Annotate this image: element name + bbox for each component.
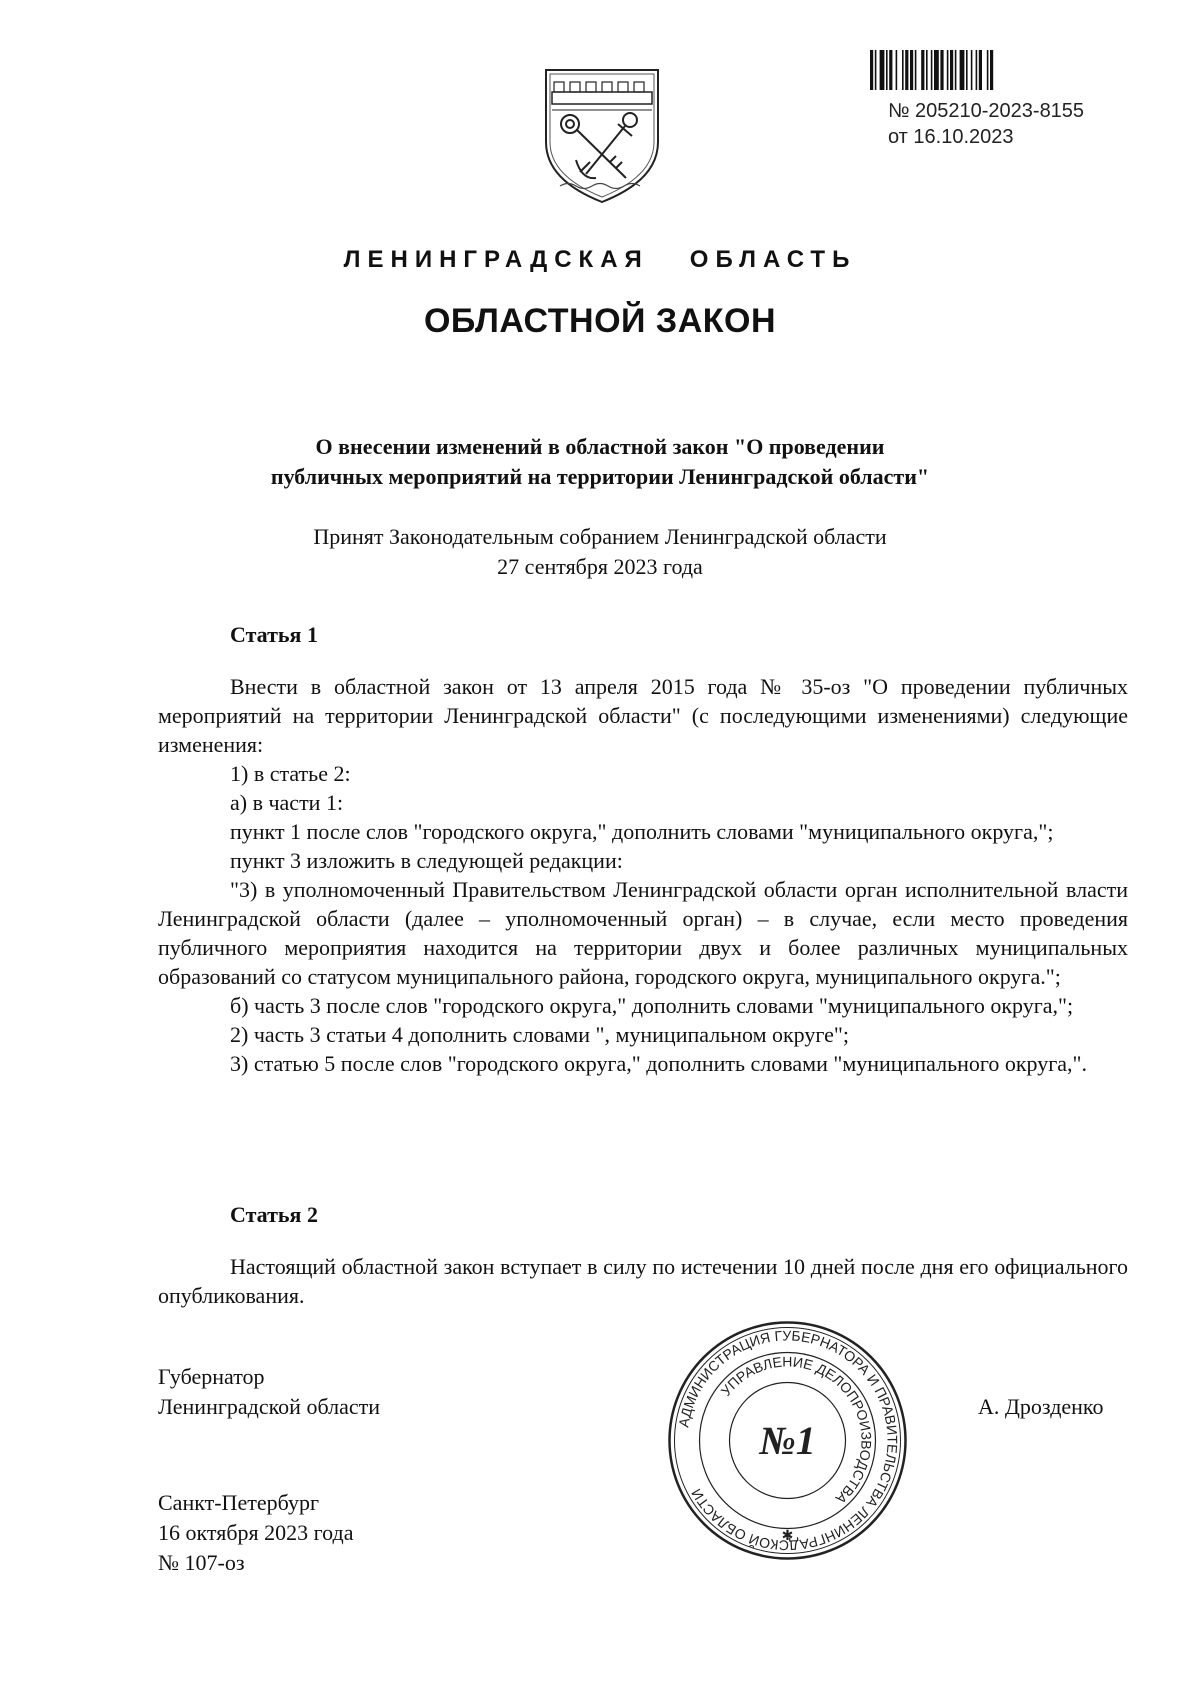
- barcode-bar: [915, 50, 917, 90]
- article-1-paragraph: 1) в статье 2:: [230, 761, 351, 786]
- article-1-paragraph: б) часть 3 после слов "городского округа," дополнить словами "муниципального округа,";: [230, 993, 1074, 1018]
- region-title: ЛЕНИНГРАДСКАЯ ОБЛАСТЬ: [343, 246, 857, 273]
- barcode-bar: [987, 50, 989, 90]
- article-2-paragraph: Настоящий областной закон вступает в силу по истечении 10 дней после дня его официального опубликования.: [158, 1254, 1128, 1308]
- official-stamp: [665, 1318, 910, 1563]
- adoption-note: [140, 522, 1060, 582]
- signatory-name: А. Дрозденко: [978, 1394, 1104, 1419]
- barcode-bar: [971, 50, 973, 90]
- registration-number: № 205210-2023-8155: [888, 100, 1085, 122]
- barcode-bar: [966, 50, 968, 90]
- place-and-date: [158, 1488, 353, 1578]
- barcode-bar: [955, 50, 957, 90]
- article-1-paragraph: пункт 3 изложить в следующей редакции:: [230, 848, 623, 873]
- barcode-bar: [950, 50, 953, 90]
- barcode-bar: [870, 50, 873, 90]
- barcode-bar: [886, 50, 888, 90]
- registration-block: [888, 98, 1084, 150]
- barcode-bar: [902, 50, 904, 90]
- law-subject: [140, 432, 1060, 492]
- barcode-bar: [905, 50, 908, 90]
- article-1-paragraph: пункт 1 после слов "городского округа," дополнить словами "муниципального округа,";: [230, 819, 1054, 844]
- article-1-heading: Статья 1: [230, 622, 318, 647]
- adoption-line: Принят Законодательным собранием Ленинградской области: [313, 524, 887, 549]
- stamp-inner-text: УПРАВЛЕНИЕ ДЕЛОПРОИЗВОДСТВА: [717, 1353, 875, 1508]
- coat-of-arms-emblem: [540, 62, 664, 204]
- law-subject-line: О внесении изменений в областной закон "О проведении: [315, 434, 885, 459]
- barcode-bar: [931, 50, 933, 90]
- adoption-date: 27 сентября 2023 года: [497, 554, 703, 579]
- barcode-bar: [940, 50, 943, 90]
- barcode-bar: [947, 50, 949, 90]
- article-1-paragraph: 2) часть 3 статьи 4 дополнить словами ", муниципальном округе";: [230, 1022, 849, 1047]
- stamp-outer-text: АДМИНИСТРАЦИЯ ГУБЕРНАТОРА И ПРАВИТЕЛЬСТВА ЛЕНИНГРАДСКОЙ ОБЛАСТИ: [675, 1327, 901, 1554]
- article-2-heading: Статья 2: [230, 1202, 318, 1227]
- city: Санкт-Петербург: [158, 1490, 319, 1515]
- barcode-bar: [990, 50, 993, 90]
- barcode-bar: [896, 50, 898, 90]
- barcode-bar: [926, 50, 928, 90]
- barcode-bar: [875, 50, 877, 90]
- barcode-bar: [979, 50, 982, 90]
- stamp-star-icon: ✱: [781, 1529, 794, 1544]
- barcode: [870, 50, 1100, 90]
- article-1-body: [158, 672, 1128, 1078]
- barcode-bar: [921, 50, 924, 90]
- barcode-bar: [880, 50, 885, 90]
- article-2-body: [158, 1252, 1128, 1310]
- barcode-bar: [934, 50, 939, 90]
- stamp-number: №1: [759, 1418, 816, 1463]
- law-number: № 107-оз: [158, 1550, 245, 1575]
- article-1-paragraph: "3) в уполномоченный Правительством Ленинградской области орган исполнительной власти Ленинградской области (далее – уполномоченный орган) – в случае, если место проведения публичного мероприятия находится на территории двух и более различных муниципальных образований со статусом муниципального района, городского округа, муниципального округа.";: [158, 877, 1128, 989]
- signatory-title-line: Ленинградской области: [158, 1394, 380, 1419]
- barcode-bar: [889, 50, 892, 90]
- signing-date: 16 октября 2023 года: [158, 1520, 354, 1545]
- document-type: ОБЛАСТНОЙ ЗАКОН: [423, 302, 777, 340]
- signatory-title: [158, 1362, 380, 1422]
- registration-date: от 16.10.2023: [888, 126, 1014, 148]
- barcode-bar: [960, 50, 965, 90]
- signatory-title-line: Губернатор: [158, 1364, 265, 1389]
- barcode-bar: [976, 50, 978, 90]
- article-1-paragraph: 3) статью 5 после слов "городского округа," дополнить словами "муниципального округа,".: [230, 1051, 1088, 1076]
- article-1-paragraph: Внести в областной закон от 13 апреля 2015 года № 35-оз "О проведении публичных мероприятий на территории Ленинградской области" (с последующими изменениями) следующие изменения:: [158, 674, 1128, 757]
- article-1-paragraph: а) в части 1:: [230, 790, 344, 815]
- law-subject-line: публичных мероприятий на территории Ленинградской области": [270, 464, 930, 489]
- barcode-bar: [910, 50, 913, 90]
